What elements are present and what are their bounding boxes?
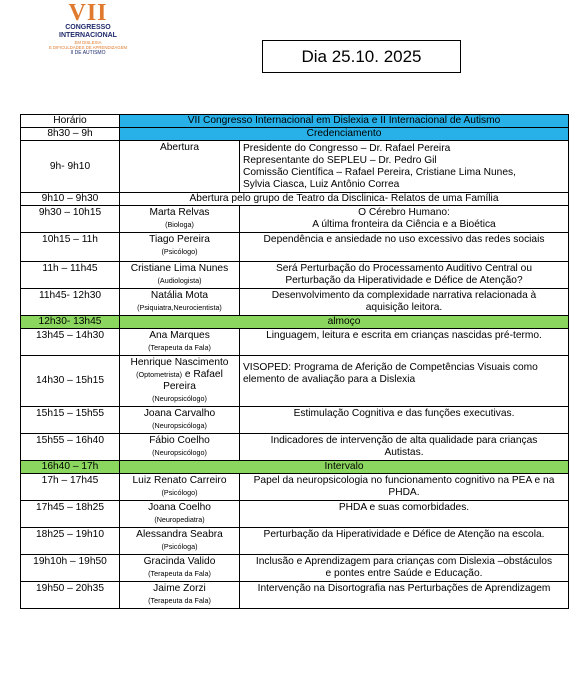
topic-line: PHDA e suas comorbidades. (338, 502, 470, 513)
speaker-name: Joana Carvalho (143, 408, 216, 419)
speaker-cell (120, 233, 240, 262)
speaker-name: Jaime Zorzi (153, 583, 206, 594)
speaker-cell (120, 501, 240, 528)
logo-line-2: INTERNACIONAL (59, 32, 117, 39)
speaker-role: (Neuropsicóloga) (152, 421, 207, 430)
topic-line: Papel da neuropsicologia no funcionamento cognitivo na PEA e na (253, 475, 555, 486)
topic-line: Será Perturbação do Processamento Auditivo Central ou (276, 263, 532, 274)
topic-line: O Cérebro Humano: (358, 207, 450, 218)
topic-line: VISOPED: Programa de Aferição de Competências Visuais como (243, 362, 538, 373)
topic-line: Estimulação Cognitiva e das funções executivas. (293, 408, 515, 419)
speaker-name: Natália Mota (150, 290, 209, 301)
speaker-cell (120, 407, 240, 434)
session-row (21, 501, 569, 528)
logo-line-5: II DE AUTISMO (70, 50, 106, 56)
speaker-cell (120, 474, 240, 501)
speaker-cell (120, 289, 240, 316)
row-time: 9h30 – 10h15 (21, 206, 120, 233)
speaker-role-b: (Neuropsicólogo) (152, 394, 207, 403)
speaker-role: (Neuropediatra) (154, 515, 205, 524)
speaker-name: Gracinda Valido (143, 556, 216, 567)
congress-logo (38, 2, 138, 70)
opening-row (21, 141, 569, 193)
row-time: 13h45 – 14h30 (21, 329, 120, 356)
theatre-row (21, 193, 569, 206)
break-row (21, 461, 569, 474)
row-time: 17h45 – 18h25 (21, 501, 120, 528)
topic-cell (240, 555, 569, 582)
speaker-name: Cristiane Lima Nunes (130, 263, 229, 274)
lunch-row (21, 316, 569, 329)
theatre-label: Abertura pelo grupo de Teatro da Disclinica- Relatos de uma Família (120, 193, 569, 206)
topic-cell (240, 434, 569, 461)
session-row (21, 289, 569, 316)
session-row (21, 407, 569, 434)
speaker-cell (120, 329, 240, 356)
break-label: Intervalo (120, 461, 569, 474)
row-time: 17h – 17h45 (21, 474, 120, 501)
topic-cell (240, 501, 569, 528)
row-time: 18h25 – 19h10 (21, 528, 120, 555)
speaker-role: (Psicóloga) (161, 542, 198, 551)
row-time: 10h15 – 11h (21, 233, 120, 262)
speaker-cell (120, 555, 240, 582)
speaker-name: Tiago Pereira (149, 234, 210, 245)
time-column-header: Horário (21, 115, 120, 128)
opening-line: Comissão Científica – Rafael Pereira, Cristiane Lima Nunes, (243, 167, 516, 178)
row-time: 9h10 – 9h30 (21, 193, 120, 206)
session-row (21, 474, 569, 501)
speaker-name: Alessandra Seabra (136, 529, 223, 540)
opening-line: Presidente do Congresso – Dr. Rafael Pereira (243, 143, 451, 154)
speaker-role: (Optometrista) (136, 370, 183, 379)
speaker-name: Joana Coelho (148, 502, 211, 513)
speaker-cell (120, 582, 240, 609)
session-row (21, 233, 569, 262)
speaker-role: (Psicólogo) (161, 247, 198, 256)
topic-line: Linguagem, leitura e escrita em crianças nascidas pré-termo. (266, 330, 542, 341)
topic-line: elemento de avaliação para a Dislexia (243, 374, 416, 385)
speaker-role: (Biologa) (165, 220, 194, 229)
session-row (21, 582, 569, 609)
row-time: 14h30 – 15h15 (21, 356, 120, 407)
event-title: VII Congresso Internacional em Dislexia e II Internacional de Autismo (120, 115, 569, 128)
topic-line: Perturbação da Hiperatividade e Défice de Atenção na escola. (263, 529, 545, 540)
speaker-cell (120, 528, 240, 555)
speaker-cell (120, 206, 240, 233)
row-time: 12h30- 13h45 (21, 316, 120, 329)
day-title: Dia 25.10. 2025 (262, 40, 461, 73)
logo-line-1: CONGRESSO (65, 24, 111, 31)
row-time: 16h40 – 17h (21, 461, 120, 474)
session-row (21, 528, 569, 555)
row-time: 19h10h – 19h50 (21, 555, 120, 582)
opening-line: Sylvia Ciasca, Luiz Antônio Correa (243, 179, 400, 190)
speaker-cell (120, 356, 240, 407)
speaker-role: (Audiologista) (157, 276, 202, 285)
speaker-name: Marta Relvas (149, 207, 210, 218)
registration-label: Credenciamento (120, 128, 569, 141)
topic-cell (240, 262, 569, 289)
topic-line: A última fronteira da Ciência e a Bioética (312, 219, 496, 230)
row-time: 19h50 – 20h35 (21, 582, 120, 609)
topic-cell (240, 407, 569, 434)
row-time: 15h15 – 15h55 (21, 407, 120, 434)
row-time: 8h30 – 9h (21, 128, 120, 141)
opening-line: Representante do SEPLEU – Dr. Pedro Gil (243, 155, 437, 166)
topic-cell (240, 582, 569, 609)
lunch-label: almoço (120, 316, 569, 329)
topic-line: Perturbação da Hiperatividade e Défice de Atenção? (285, 275, 523, 286)
speaker-cell (120, 434, 240, 461)
session-row (21, 329, 569, 356)
session-row (21, 262, 569, 289)
speaker-role: (Terapeuta da Fala) (148, 569, 211, 578)
speaker-role: (Psiquiatra,Neurocientista) (137, 303, 222, 312)
topic-line: Desenvolvimento da complexidade narrativa relacionada à (271, 290, 537, 301)
speaker-name-b: e Rafael Pereira (163, 369, 223, 392)
speaker-role: (Terapeuta da Fala) (148, 343, 211, 352)
topic-line: Autistas. (384, 447, 424, 458)
speaker-name: Luiz Renato Carreiro (132, 475, 227, 486)
topic-line: Intervenção na Disortografia nas Perturbações de Aprendizagem (257, 583, 551, 594)
speaker-role: (Terapeuta da Fala) (148, 596, 211, 605)
topic-cell (240, 528, 569, 555)
topic-line: Inclusão e Aprendizagem para crianças com Dislexia –obstáculos (255, 556, 553, 567)
speaker-cell (120, 262, 240, 289)
topic-line: Indicadores de intervenção de alta qualidade para crianças (270, 435, 538, 446)
logo-line-3: EM DISLEXIA (74, 40, 102, 45)
schedule-table (20, 114, 569, 609)
header-row (21, 115, 569, 128)
row-time: 15h55 – 16h40 (21, 434, 120, 461)
topic-line: Dependência e ansiedade no uso excessivo das redes sociais (263, 234, 545, 245)
session-row (21, 206, 569, 233)
speaker-role: (Psicólogo) (161, 488, 198, 497)
topic-cell (240, 329, 569, 356)
speaker-name: Henrique Nascimento (130, 357, 229, 368)
topic-cell (240, 233, 569, 262)
topic-line: aquisição leitora. (365, 302, 443, 313)
session-row (21, 356, 569, 407)
opening-lines (240, 141, 569, 193)
session-row (21, 555, 569, 582)
speaker-name: Fábio Coelho (149, 435, 210, 446)
session-row (21, 434, 569, 461)
row-time: 11h45- 12h30 (21, 289, 120, 316)
topic-cell (240, 206, 569, 233)
speaker-role: (Neuropsicólogo) (152, 448, 207, 457)
logo-line-4: E DIFICULDADES DE APRENDIZAGEM (48, 45, 128, 50)
topic-line: PHDA. (388, 487, 420, 498)
topic-line: e pontes entre Saúde e Educação. (325, 568, 483, 579)
topic-cell (240, 474, 569, 501)
logo-roman-numeral: VII (68, 0, 108, 26)
topic-cell (240, 289, 569, 316)
row-time: 11h – 11h45 (21, 262, 120, 289)
topic-cell (240, 356, 569, 407)
registration-row (21, 128, 569, 141)
speaker-name: Ana Marques (149, 330, 210, 341)
opening-title: Abertura (120, 141, 240, 193)
row-time: 9h- 9h10 (21, 141, 120, 193)
